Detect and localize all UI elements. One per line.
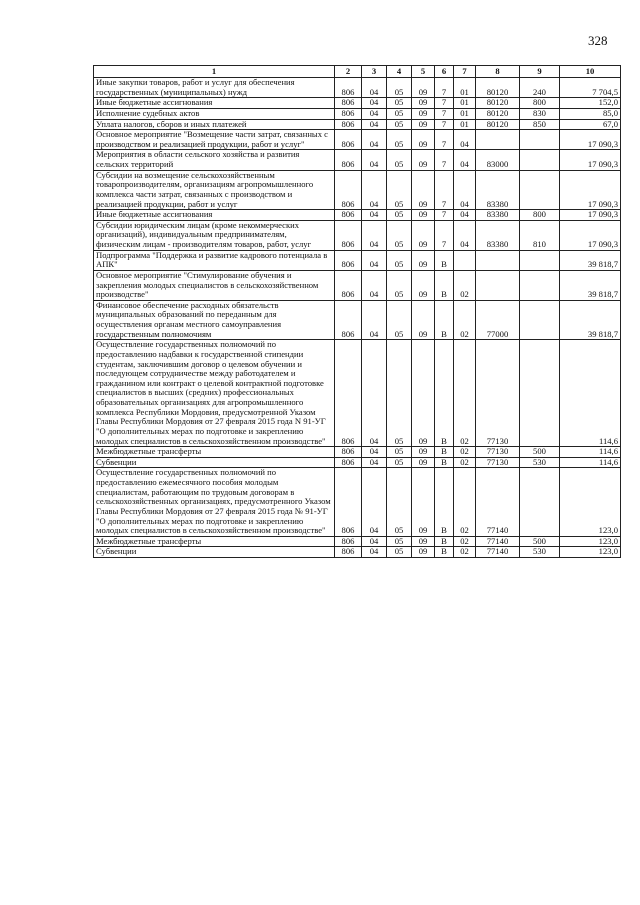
cell-amount: 17 090,3 — [560, 150, 621, 170]
cell-program: 09 — [412, 78, 435, 98]
cell-program: 09 — [412, 447, 435, 458]
table-row — [94, 447, 621, 458]
cell-direction: 83380 — [476, 210, 520, 221]
cell-subsection: 05 — [387, 78, 412, 98]
header-col-6: 6 — [435, 66, 454, 78]
cell-section: 04 — [362, 270, 387, 300]
cell-subprogram: 7 — [435, 130, 454, 150]
cell-section: 04 — [362, 78, 387, 98]
header-col-9: 9 — [520, 66, 560, 78]
cell-admin-code: 806 — [335, 270, 362, 300]
cell-event: 02 — [454, 447, 476, 458]
cell-subsection: 05 — [387, 340, 412, 447]
cell-subprogram: 7 — [435, 210, 454, 221]
cell-subsection: 05 — [387, 150, 412, 170]
row-name: Уплата налогов, сборов и иных платежей — [94, 119, 335, 130]
cell-direction: 80120 — [476, 119, 520, 130]
cell-expense-type: 850 — [520, 119, 560, 130]
header-col-8: 8 — [476, 66, 520, 78]
table-row — [94, 547, 621, 558]
cell-event: 01 — [454, 98, 476, 109]
table-row — [94, 98, 621, 109]
cell-section: 04 — [362, 130, 387, 150]
cell-direction: 77140 — [476, 468, 520, 536]
cell-event: 01 — [454, 119, 476, 130]
cell-amount: 114,6 — [560, 457, 621, 468]
cell-amount: 7 704,5 — [560, 78, 621, 98]
row-name: Подпрограмма "Поддержка и развитие кадрового потенциала в АПК" — [94, 250, 335, 270]
cell-subsection: 05 — [387, 170, 412, 210]
cell-section: 04 — [362, 150, 387, 170]
cell-subsection: 05 — [387, 98, 412, 109]
cell-program: 09 — [412, 220, 435, 250]
cell-event — [454, 250, 476, 270]
cell-program: 09 — [412, 340, 435, 447]
cell-subsection: 05 — [387, 457, 412, 468]
table-row — [94, 130, 621, 150]
cell-subsection: 05 — [387, 468, 412, 536]
cell-expense-type: 800 — [520, 98, 560, 109]
table-row — [94, 270, 621, 300]
budget-table — [93, 65, 621, 558]
cell-event: 02 — [454, 468, 476, 536]
cell-event: 04 — [454, 150, 476, 170]
cell-subsection: 05 — [387, 119, 412, 130]
cell-section: 04 — [362, 457, 387, 468]
cell-direction: 83000 — [476, 150, 520, 170]
cell-subsection: 05 — [387, 300, 412, 340]
cell-subprogram: В — [435, 447, 454, 458]
cell-event: 02 — [454, 457, 476, 468]
cell-expense-type — [520, 150, 560, 170]
header-col-2: 2 — [335, 66, 362, 78]
cell-program: 09 — [412, 150, 435, 170]
cell-admin-code: 806 — [335, 468, 362, 536]
row-name: Основное мероприятие "Возмещение части затрат, связанных с производством и реализацией продукции, работ и услуг" — [94, 130, 335, 150]
cell-subprogram: 7 — [435, 98, 454, 109]
cell-program: 09 — [412, 536, 435, 547]
table-row — [94, 457, 621, 468]
cell-expense-type: 500 — [520, 536, 560, 547]
row-name: Иные закупки товаров, работ и услуг для обеспечения государственных (муниципальных) нужд — [94, 78, 335, 98]
cell-event: 04 — [454, 130, 476, 150]
table-row — [94, 150, 621, 170]
cell-admin-code: 806 — [335, 447, 362, 458]
cell-amount: 152,0 — [560, 98, 621, 109]
row-name: Межбюджетные трансферты — [94, 536, 335, 547]
cell-direction: 77130 — [476, 457, 520, 468]
cell-subprogram: В — [435, 270, 454, 300]
cell-amount: 123,0 — [560, 536, 621, 547]
cell-subsection: 05 — [387, 536, 412, 547]
cell-subprogram: 7 — [435, 150, 454, 170]
cell-amount: 39 818,7 — [560, 300, 621, 340]
cell-expense-type: 810 — [520, 220, 560, 250]
cell-event: 02 — [454, 270, 476, 300]
table-row — [94, 119, 621, 130]
cell-program: 09 — [412, 108, 435, 119]
cell-subsection: 05 — [387, 270, 412, 300]
cell-expense-type — [520, 468, 560, 536]
cell-direction: 83380 — [476, 220, 520, 250]
cell-subprogram: 7 — [435, 119, 454, 130]
row-name: Основное мероприятие "Стимулирование обучения и закрепления молодых специалистов в сельскохозяйственном производстве" — [94, 270, 335, 300]
cell-section: 04 — [362, 119, 387, 130]
cell-section: 04 — [362, 340, 387, 447]
header-col-5: 5 — [412, 66, 435, 78]
cell-admin-code: 806 — [335, 170, 362, 210]
cell-expense-type: 240 — [520, 78, 560, 98]
cell-event: 01 — [454, 78, 476, 98]
cell-amount: 17 090,3 — [560, 130, 621, 150]
cell-amount: 39 818,7 — [560, 250, 621, 270]
cell-direction: 83380 — [476, 170, 520, 210]
header-col-1: 1 — [94, 66, 335, 78]
cell-expense-type: 830 — [520, 108, 560, 119]
cell-section: 04 — [362, 220, 387, 250]
cell-subprogram: 7 — [435, 220, 454, 250]
cell-program: 09 — [412, 468, 435, 536]
cell-section: 04 — [362, 300, 387, 340]
cell-subsection: 05 — [387, 130, 412, 150]
cell-subsection: 05 — [387, 250, 412, 270]
header-col-10: 10 — [560, 66, 621, 78]
cell-section: 04 — [362, 536, 387, 547]
cell-event: 04 — [454, 220, 476, 250]
row-name: Финансовое обеспечение расходных обязательств муниципальных образований по переданным для осуществления органам местного самоуправления государственным полномочиям — [94, 300, 335, 340]
cell-expense-type — [520, 270, 560, 300]
cell-subsection: 05 — [387, 210, 412, 221]
cell-admin-code: 806 — [335, 150, 362, 170]
table-row — [94, 340, 621, 447]
row-name: Осуществление государственных полномочий по предоставлению ежемесячного пособия молодым специалистам, работающим по трудовым договорам в сельскохозяйственных организациях, предусмотренного Указом Главы Республики Мордовия от 27 февраля 2015 года № 91-УГ "О дополнительных мерах по подготовке и закреплению молодых специалистов в сельскохозяйственном производстве" — [94, 468, 335, 536]
cell-direction — [476, 270, 520, 300]
cell-subprogram: В — [435, 300, 454, 340]
cell-direction: 77130 — [476, 340, 520, 447]
cell-event: 04 — [454, 210, 476, 221]
cell-admin-code: 806 — [335, 210, 362, 221]
header-col-7: 7 — [454, 66, 476, 78]
cell-event: 02 — [454, 340, 476, 447]
cell-admin-code: 806 — [335, 547, 362, 558]
cell-subsection: 05 — [387, 447, 412, 458]
cell-section: 04 — [362, 447, 387, 458]
cell-section: 04 — [362, 547, 387, 558]
cell-expense-type — [520, 300, 560, 340]
row-name: Субсидии юридическим лицам (кроме некоммерческих организаций), индивидуальным предпринимателям, физическим лицам - производителям товаров, работ, услуг — [94, 220, 335, 250]
cell-amount: 123,0 — [560, 468, 621, 536]
cell-expense-type: 500 — [520, 447, 560, 458]
row-name: Субсидии на возмещение сельскохозяйственным товаропроизводителям, организациям агропромышленного комплекса части затрат, связанных с производством и реализацией продукции, работ и услуг — [94, 170, 335, 210]
cell-admin-code: 806 — [335, 536, 362, 547]
cell-admin-code: 806 — [335, 250, 362, 270]
cell-direction: 80120 — [476, 98, 520, 109]
cell-program: 09 — [412, 270, 435, 300]
cell-admin-code: 806 — [335, 108, 362, 119]
cell-subsection: 05 — [387, 547, 412, 558]
cell-amount: 17 090,3 — [560, 220, 621, 250]
cell-event: 02 — [454, 547, 476, 558]
table-row — [94, 220, 621, 250]
table-row — [94, 210, 621, 221]
cell-expense-type — [520, 130, 560, 150]
cell-program: 09 — [412, 98, 435, 109]
cell-amount: 67,0 — [560, 119, 621, 130]
cell-direction: 77130 — [476, 447, 520, 458]
page-number: 328 — [588, 33, 608, 48]
row-name: Мероприятия в области сельского хозяйства и развития сельских территорий — [94, 150, 335, 170]
cell-program: 09 — [412, 250, 435, 270]
table-row — [94, 468, 621, 536]
cell-event: 02 — [454, 300, 476, 340]
cell-direction: 77140 — [476, 536, 520, 547]
cell-program: 09 — [412, 210, 435, 221]
cell-program: 09 — [412, 170, 435, 210]
cell-admin-code: 806 — [335, 130, 362, 150]
cell-program: 09 — [412, 119, 435, 130]
cell-section: 04 — [362, 250, 387, 270]
cell-subprogram: В — [435, 536, 454, 547]
cell-direction: 77140 — [476, 547, 520, 558]
cell-program: 09 — [412, 547, 435, 558]
cell-amount: 17 090,3 — [560, 170, 621, 210]
row-name: Иные бюджетные ассигнования — [94, 98, 335, 109]
cell-subsection: 05 — [387, 108, 412, 119]
table-row — [94, 300, 621, 340]
cell-expense-type — [520, 250, 560, 270]
cell-section: 04 — [362, 468, 387, 536]
row-name: Межбюджетные трансферты — [94, 447, 335, 458]
cell-expense-type: 530 — [520, 547, 560, 558]
row-name: Субвенции — [94, 457, 335, 468]
cell-subsection: 05 — [387, 220, 412, 250]
cell-section: 04 — [362, 170, 387, 210]
cell-admin-code: 806 — [335, 220, 362, 250]
cell-amount: 114,6 — [560, 447, 621, 458]
table-row — [94, 170, 621, 210]
cell-event: 01 — [454, 108, 476, 119]
cell-admin-code: 806 — [335, 119, 362, 130]
cell-admin-code: 806 — [335, 340, 362, 447]
cell-subprogram: 7 — [435, 108, 454, 119]
cell-amount: 85,0 — [560, 108, 621, 119]
cell-subprogram: В — [435, 468, 454, 536]
cell-program: 09 — [412, 457, 435, 468]
table-header-row — [94, 66, 621, 78]
cell-amount: 123,0 — [560, 547, 621, 558]
row-name: Осуществление государственных полномочий по предоставлению надбавки к государственной стипендии студентам, заключившим договор о целевом обучении и последующем сотрудничестве между работодателем и гражданином или контракт о целевой контрактной подготовке специалистов в высших (средних) профессиональных образовательных организациях для агропромышленного комплекса Республики Мордовия, предусмотренной Указом Главы Республики Мордовия от 27 февраля 2015 года N 91-УГ "О дополнительных мерах по подготовке и закреплению молодых специалистов в сельскохозяйственном производстве" — [94, 340, 335, 447]
header-col-3: 3 — [362, 66, 387, 78]
cell-section: 04 — [362, 108, 387, 119]
cell-subprogram: 7 — [435, 170, 454, 210]
cell-event: 02 — [454, 536, 476, 547]
cell-subprogram: В — [435, 340, 454, 447]
cell-admin-code: 806 — [335, 457, 362, 468]
table-row — [94, 536, 621, 547]
table-row — [94, 108, 621, 119]
cell-direction: 80120 — [476, 78, 520, 98]
table-row — [94, 78, 621, 98]
cell-admin-code: 806 — [335, 300, 362, 340]
cell-amount: 39 818,7 — [560, 270, 621, 300]
cell-expense-type: 530 — [520, 457, 560, 468]
cell-program: 09 — [412, 300, 435, 340]
cell-direction — [476, 130, 520, 150]
cell-event: 04 — [454, 170, 476, 210]
cell-program: 09 — [412, 130, 435, 150]
cell-direction — [476, 250, 520, 270]
cell-expense-type — [520, 340, 560, 447]
cell-subprogram: В — [435, 250, 454, 270]
cell-subprogram: 7 — [435, 78, 454, 98]
cell-amount: 114,6 — [560, 340, 621, 447]
cell-admin-code: 806 — [335, 98, 362, 109]
cell-section: 04 — [362, 98, 387, 109]
cell-section: 04 — [362, 210, 387, 221]
row-name: Субвенции — [94, 547, 335, 558]
cell-expense-type — [520, 170, 560, 210]
cell-direction: 80120 — [476, 108, 520, 119]
cell-subprogram: В — [435, 457, 454, 468]
row-name: Иные бюджетные ассигнования — [94, 210, 335, 221]
row-name: Исполнение судебных актов — [94, 108, 335, 119]
cell-admin-code: 806 — [335, 78, 362, 98]
table-row — [94, 250, 621, 270]
cell-subprogram: В — [435, 547, 454, 558]
cell-direction: 77000 — [476, 300, 520, 340]
cell-expense-type: 800 — [520, 210, 560, 221]
header-col-4: 4 — [387, 66, 412, 78]
cell-amount: 17 090,3 — [560, 210, 621, 221]
